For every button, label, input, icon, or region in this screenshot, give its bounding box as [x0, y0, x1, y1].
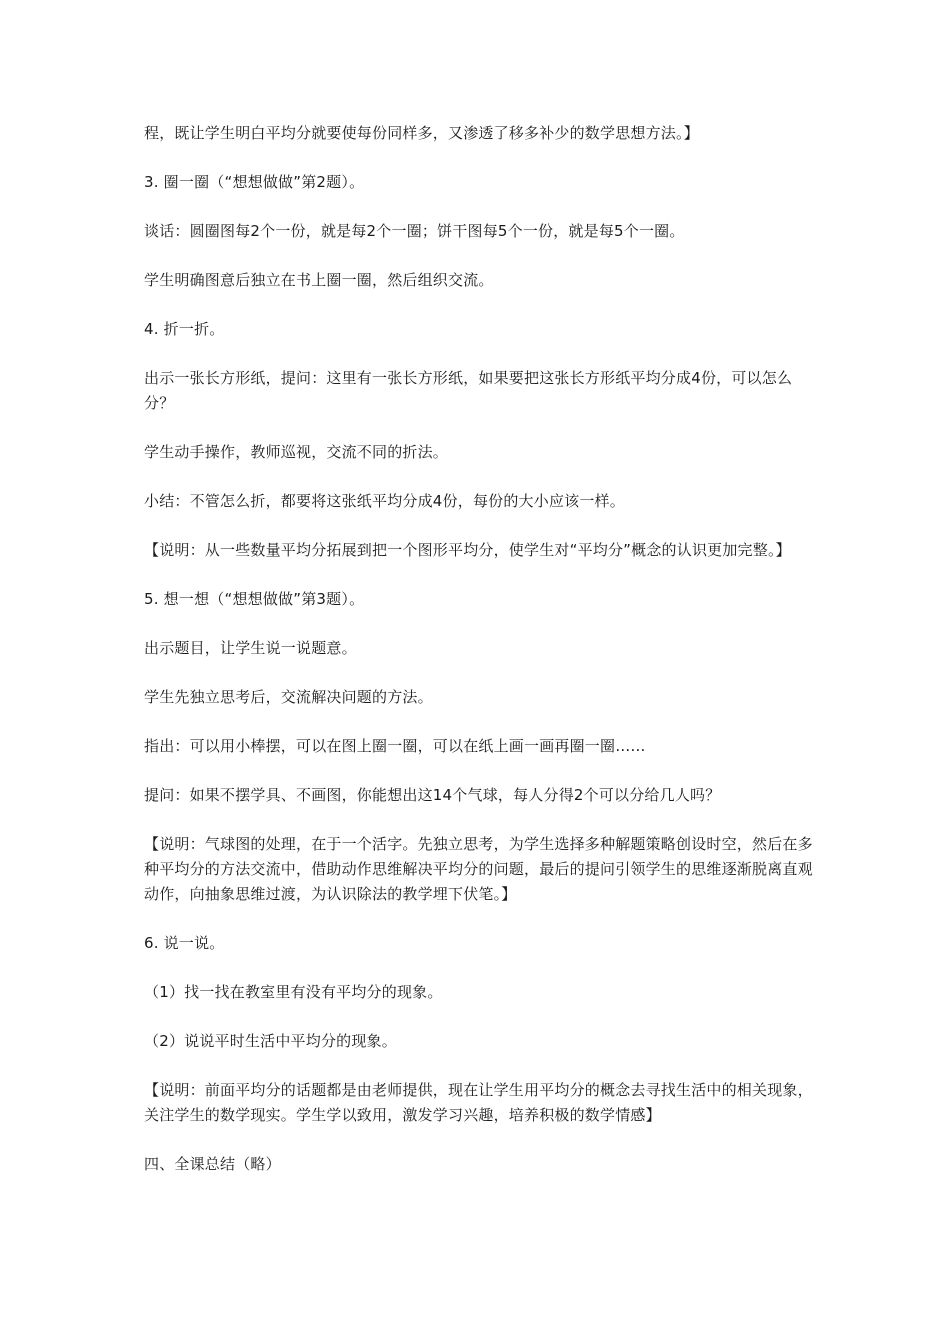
heading-summary: 四、全课总结（略） [144, 1155, 281, 1173]
heading-step-6: 6. 说一说。 [144, 934, 225, 952]
paragraph-show-paper: 出示一张长方形纸，提问：这里有一张长方形纸，如果要把这张长方形纸平均分成4份，可以怎么分？ [144, 369, 793, 412]
paragraph-daily-life: （2）说说平时生活中平均分的现象。 [144, 1032, 397, 1050]
paragraph-student-circle: 学生明确图意后独立在书上圈一圈，然后组织交流。 [144, 271, 494, 289]
paragraph-student-fold: 学生动手操作，教师巡视，交流不同的折法。 [144, 443, 449, 461]
paragraph-question-balloons: 提问：如果不摆学具、不画图，你能想出这14个气球，每人分得2个可以分给几人吗？ [144, 786, 721, 804]
paragraph-note-life: 【说明：前面平均分的话题都是由老师提供，现在让学生用平均分的概念去寻找生活中的相关现象，关注学生的数学现实。学生学以致用，激发学习兴趣，培养积极的数学情感】 [144, 1081, 813, 1124]
paragraph-think-first: 学生先独立思考后，交流解决问题的方法。 [144, 688, 433, 706]
heading-step-4: 4. 折一折。 [144, 320, 225, 338]
paragraph-talk: 谈话：圆圈图每2个一份，就是每2个一圈；饼干图每5个一份，就是每5个一圈。 [144, 222, 685, 240]
heading-step-3: 3. 圈一圈（“想想做做”第2题）。 [144, 173, 365, 191]
paragraph-find-classroom: （1）找一找在教室里有没有平均分的现象。 [144, 983, 443, 1001]
paragraph-note-shape: 【说明：从一些数量平均分拓展到把一个图形平均分，使学生对“平均分”概念的认识更加完整。】 [144, 541, 791, 559]
paragraph-show-problem: 出示题目，让学生说一说题意。 [144, 639, 357, 657]
paragraph-method-note-end: 程，既让学生明白平均分就要使每份同样多，又渗透了移多补少的数学思想方法。】 [144, 124, 699, 142]
paragraph-note-balloons: 【说明：气球图的处理，在于一个活字。先独立思考，为学生选择多种解题策略创设时空，然后在多种平均分的方法交流中，借助动作思维解决平均分的问题，最后的提问引领学生的思维逐渐脱离直观动作，向抽象思维过渡，为认识除法的教学埋下伏笔。】 [144, 835, 813, 903]
heading-step-5: 5. 想一想（“想想做做”第3题）。 [144, 590, 365, 608]
document-body [144, 121, 814, 1201]
paragraph-summary-fold: 小结：不管怎么折，都要将这张纸平均分成4份，每份的大小应该一样。 [144, 492, 625, 510]
paragraph-point-out: 指出：可以用小棒摆，可以在图上圈一圈，可以在纸上画一画再圈一圈…… [144, 737, 646, 755]
